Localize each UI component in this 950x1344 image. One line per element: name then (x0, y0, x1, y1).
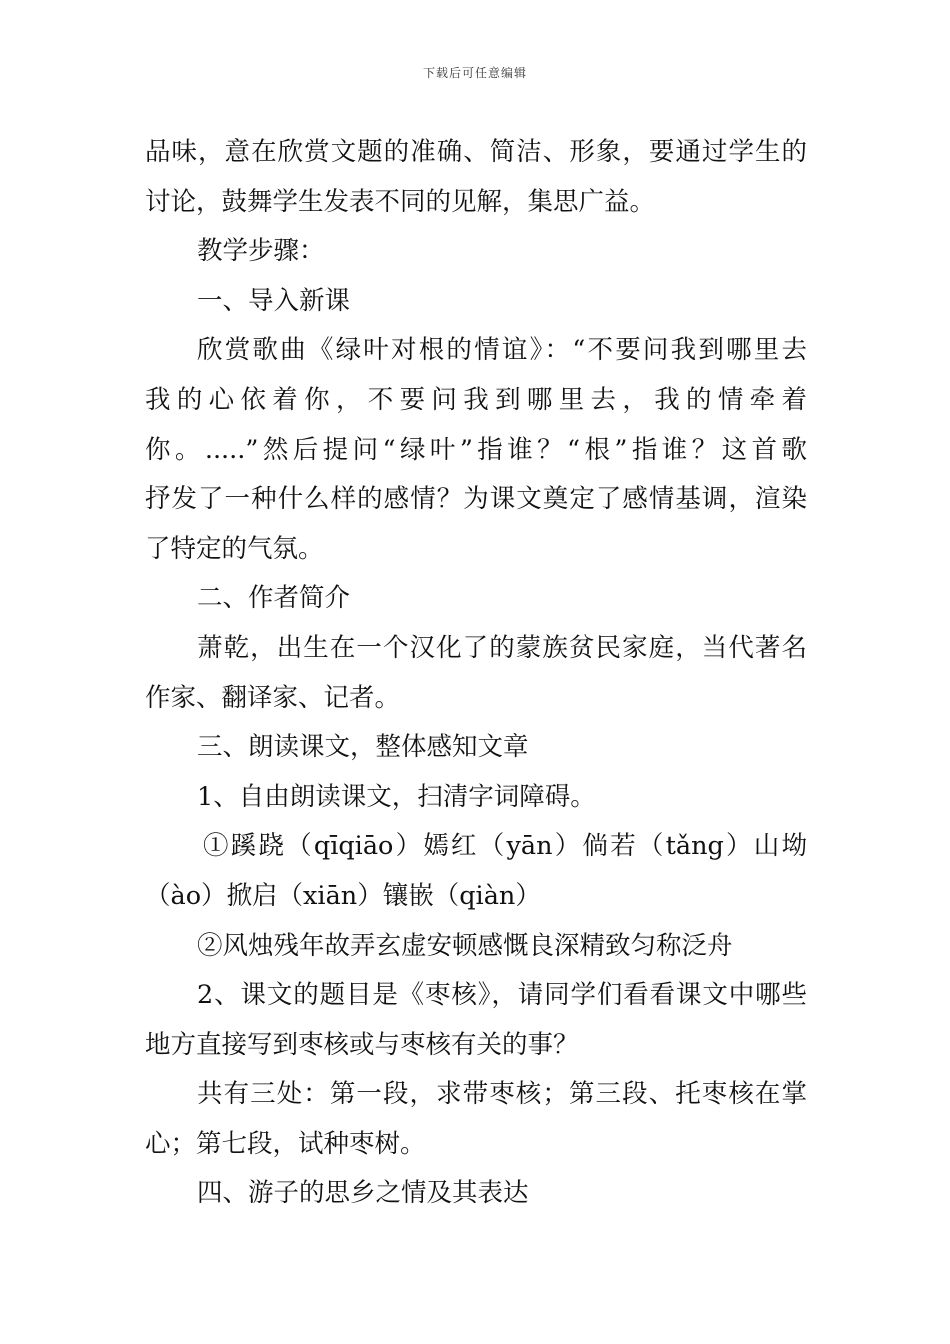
paragraph-line: 萧乾，出生在一个汉化了的蒙族贫民家庭，当代著名 (197, 632, 807, 663)
list-item: 2、课文的题目是《枣核》，请同学们看看课文中哪些 (197, 980, 807, 1011)
section-heading-homesickness: 四、游子的思乡之情及其表达 (197, 1178, 529, 1209)
paragraph-line: 抒发了一种什么样的感情？为课文奠定了感情基调，渲染 (145, 484, 807, 515)
section-heading-reading: 三、朗读课文，整体感知文章 (197, 732, 529, 763)
paragraph-line: 欣赏歌曲《绿叶对根的情谊》：“不要问我到哪里去 (197, 335, 807, 366)
section-heading-teaching-steps: 教学步骤： (197, 236, 325, 267)
paragraph-line: 品味，意在欣赏文题的准确、简洁、形象，要通过学生的 (145, 137, 807, 167)
paragraph-line: 了特定的气氛。 (145, 533, 324, 564)
page-header-note: 下载后可任意编辑 (422, 66, 527, 80)
paragraph-line: 你。.....”然后提问“绿叶”指谁？“根”指谁？这首歌 (145, 434, 807, 465)
paragraph-line: 讨论，鼓舞学生发表不同的见解，集思广益。 (145, 186, 656, 217)
paragraph-line: 作家、翻译家、记者。 (145, 682, 401, 713)
paragraph-line: 地方直接写到枣核或与枣核有关的事？ (145, 1029, 579, 1060)
vocabulary-line: （ào）掀启（xiān）镶嵌（qiàn） (145, 880, 541, 911)
section-heading-introduction: 一、导入新课 (197, 285, 351, 316)
vocabulary-line: ①蹊跷（qīqiāo）嫣红（yān）倘若（tǎng）山坳 (203, 831, 807, 862)
vocabulary-line: ②风烛残年故弄玄虚安顿感慨良深精致匀称泛舟 (197, 930, 733, 961)
paragraph-line: 共有三处：第一段，求带枣核；第三段、托枣核在掌 (197, 1079, 807, 1110)
document-body (145, 128, 807, 1219)
section-heading-author: 二、作者简介 (197, 583, 351, 614)
paragraph-line: 心；第七段，试种枣树。 (145, 1128, 426, 1159)
list-item: 1、自由朗读课文，扫清字词障碍。 (197, 781, 596, 812)
paragraph-line: 我的心依着你，不要问我到哪里去，我的情牵着 (145, 384, 807, 415)
